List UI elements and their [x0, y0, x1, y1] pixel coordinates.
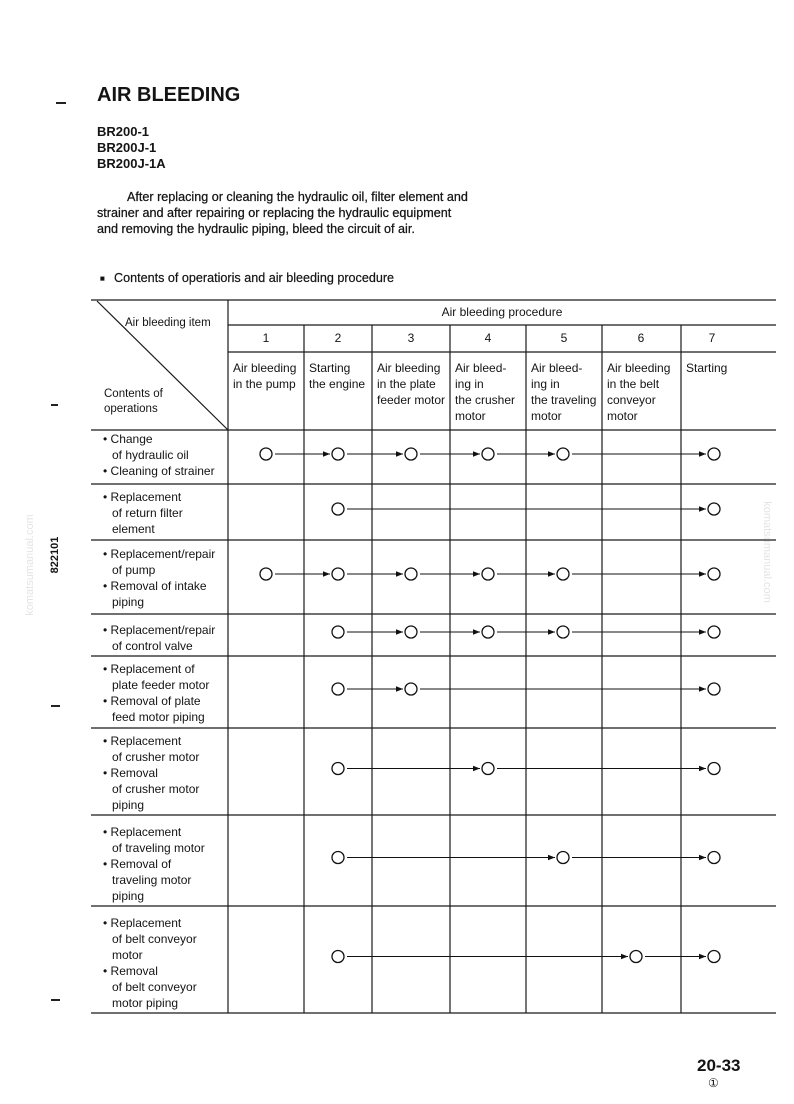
- operation-label-line: • Replacement: [103, 825, 182, 839]
- intro-paragraph-line: After replacing or cleaning the hydraulic oil, filter element and: [127, 190, 468, 204]
- procedure-step-mark-7: [708, 951, 720, 963]
- procedure-step-mark-3: [405, 683, 417, 695]
- operation-label-line: • Replacement: [103, 490, 182, 504]
- procedure-step-mark-3: [405, 626, 417, 638]
- procedure-step-mark-2: [332, 503, 344, 515]
- procedure-step-mark-5: [557, 626, 569, 638]
- operation-label-line: • Replacement: [103, 734, 182, 748]
- step-header-line: ing in: [531, 377, 560, 391]
- watermark-right: komatsumanual.com: [761, 501, 773, 603]
- operation-label-line: • Removal of plate: [103, 694, 201, 708]
- intro-paragraph-line: strainer and after repairing or replacing the hydraulic equipment: [97, 206, 452, 220]
- procedure-step-mark-4: [482, 448, 494, 460]
- operation-label-line: of belt conveyor: [112, 932, 197, 946]
- side-code: 822101: [49, 536, 61, 574]
- operation-label-line: piping: [112, 595, 145, 609]
- operation-label-line: motor: [112, 948, 143, 962]
- procedure-step-mark-7: [708, 448, 720, 460]
- procedure-step-mark-4: [482, 763, 494, 775]
- corner-label-contents: [104, 387, 163, 417]
- procedure-step-mark-2: [332, 448, 344, 460]
- step-header-5: [531, 360, 596, 424]
- operation-label-line: of hydraulic oil: [112, 448, 189, 462]
- procedure-marks: [260, 448, 720, 963]
- step-number-5: 5: [560, 331, 568, 345]
- step-number-4: 4: [484, 331, 492, 345]
- procedure-step-mark-7: [708, 568, 720, 580]
- procedure-step-mark-3: [405, 448, 417, 460]
- operation-label-line: of traveling motor: [112, 841, 205, 855]
- procedure-step-mark-2: [332, 763, 344, 775]
- step-header-line: the engine: [309, 377, 366, 391]
- operation-label-line: piping: [112, 889, 145, 903]
- corner-label-line: Contents of: [104, 388, 163, 400]
- procedure-step-mark-7: [708, 852, 720, 864]
- step-header-2: [309, 360, 365, 392]
- operation-label-line: of control valve: [112, 639, 193, 653]
- step-header-7: [686, 360, 727, 376]
- procedure-step-mark-7: [708, 763, 720, 775]
- corner-label-item: Air bleeding item: [125, 317, 211, 329]
- watermark-left: komatsumanual.com: [24, 514, 36, 616]
- procedure-step-mark-1: [260, 568, 272, 580]
- operation-label-8: [103, 915, 197, 1011]
- operation-label-line: • Removal of intake: [103, 579, 207, 593]
- procedure-step-mark-7: [708, 626, 720, 638]
- operation-label-3: [103, 546, 215, 610]
- operation-label-1: [103, 431, 215, 479]
- procedure-step-mark-2: [332, 951, 344, 963]
- step-header-line: Starting: [686, 361, 728, 375]
- operation-label-line: of crusher motor: [112, 750, 200, 764]
- step-header-line: Air bleeding: [233, 361, 297, 375]
- operation-label-line: • Removal: [103, 766, 158, 780]
- procedure-step-mark-2: [332, 568, 344, 580]
- step-header-line: motor: [455, 409, 486, 423]
- operation-label-7: [103, 824, 205, 904]
- operation-label-line: plate feeder motor: [112, 678, 210, 692]
- revision-mark: ①: [708, 1076, 719, 1090]
- procedure-step-mark-6: [630, 951, 642, 963]
- step-header-line: the crusher: [455, 393, 516, 407]
- step-header-line: ing in: [455, 377, 484, 391]
- step-header-line: in the pump: [233, 377, 296, 391]
- operation-label-6: [103, 733, 199, 813]
- model-name: BR200J-1: [97, 140, 157, 155]
- model-name: BR200J-1A: [97, 156, 166, 171]
- operation-label-line: motor piping: [112, 996, 179, 1010]
- procedure-step-mark-3: [405, 568, 417, 580]
- operation-label-line: • Replacement/repair: [103, 547, 216, 561]
- step-number-7: 7: [708, 331, 716, 345]
- operation-label-4: [103, 622, 215, 654]
- step-number-2: 2: [334, 331, 342, 345]
- step-header-line: in the belt: [607, 377, 660, 391]
- procedure-step-mark-2: [332, 626, 344, 638]
- procedure-step-mark-1: [260, 448, 272, 460]
- operation-label-line: • Replacement of: [103, 662, 195, 676]
- square-bullet-icon: ■: [100, 274, 105, 283]
- step-number-6: 6: [637, 331, 645, 345]
- procedure-step-mark-5: [557, 852, 569, 864]
- step-header-line: motor: [531, 409, 562, 423]
- procedure-step-mark-7: [708, 503, 720, 515]
- procedure-step-mark-2: [332, 852, 344, 864]
- operation-label-line: • Removal: [103, 964, 158, 978]
- step-header-line: in the plate: [377, 377, 436, 391]
- model-name: BR200-1: [97, 124, 150, 139]
- step-header-line: Air bleed-: [531, 361, 583, 375]
- section-heading-text: Contents of operatioris and air bleeding procedure: [114, 271, 395, 285]
- procedure-step-mark-2: [332, 683, 344, 695]
- procedure-step-mark-5: [557, 568, 569, 580]
- page-title: AIR BLEEDING: [97, 84, 241, 106]
- operation-label-line: of pump: [112, 563, 156, 577]
- operation-label-line: • Change: [103, 432, 153, 446]
- operation-label-line: • Removal of: [103, 857, 172, 871]
- procedure-step-mark-4: [482, 626, 494, 638]
- operation-label-line: of return filter: [112, 506, 183, 520]
- operation-label-line: of crusher motor: [112, 782, 200, 796]
- step-header-line: Air bleeding: [607, 361, 671, 375]
- procedure-step-mark-7: [708, 683, 720, 695]
- operation-label-line: element: [112, 522, 155, 536]
- operation-label-5: [103, 661, 209, 725]
- step-header-4: [455, 360, 515, 424]
- operation-label-line: of belt conveyor: [112, 980, 197, 994]
- operation-label-line: feed motor piping: [112, 710, 205, 724]
- step-header-line: Air bleed-: [455, 361, 507, 375]
- step-header-6: [607, 360, 670, 424]
- operation-label-line: • Replacement/repair: [103, 623, 216, 637]
- step-header-line: motor: [607, 409, 638, 423]
- operation-label-line: • Cleaning of strainer: [103, 464, 215, 478]
- page-number: 20-33: [697, 1056, 741, 1075]
- operation-label-line: piping: [112, 798, 145, 812]
- step-header-line: conveyor: [607, 393, 656, 407]
- procedure-step-mark-4: [482, 568, 494, 580]
- step-header-line: Air bleeding: [377, 361, 441, 375]
- step-header-1: [233, 360, 296, 392]
- step-header-3: [377, 360, 445, 408]
- corner-label-line: operations: [104, 403, 158, 415]
- procedure-header: Air bleeding procedure: [441, 305, 563, 319]
- step-header-line: the traveling: [531, 393, 597, 407]
- step-header-line: Starting: [309, 361, 351, 375]
- operation-label-line: • Replacement: [103, 916, 182, 930]
- step-number-1: 1: [262, 331, 270, 345]
- procedure-step-mark-5: [557, 448, 569, 460]
- intro-paragraph-line: and removing the hydraulic piping, bleed the circuit of air.: [97, 222, 415, 236]
- step-header-line: feeder motor: [377, 393, 446, 407]
- operation-label-line: traveling motor: [112, 873, 192, 887]
- operation-label-2: [103, 489, 183, 537]
- step-number-3: 3: [407, 331, 415, 345]
